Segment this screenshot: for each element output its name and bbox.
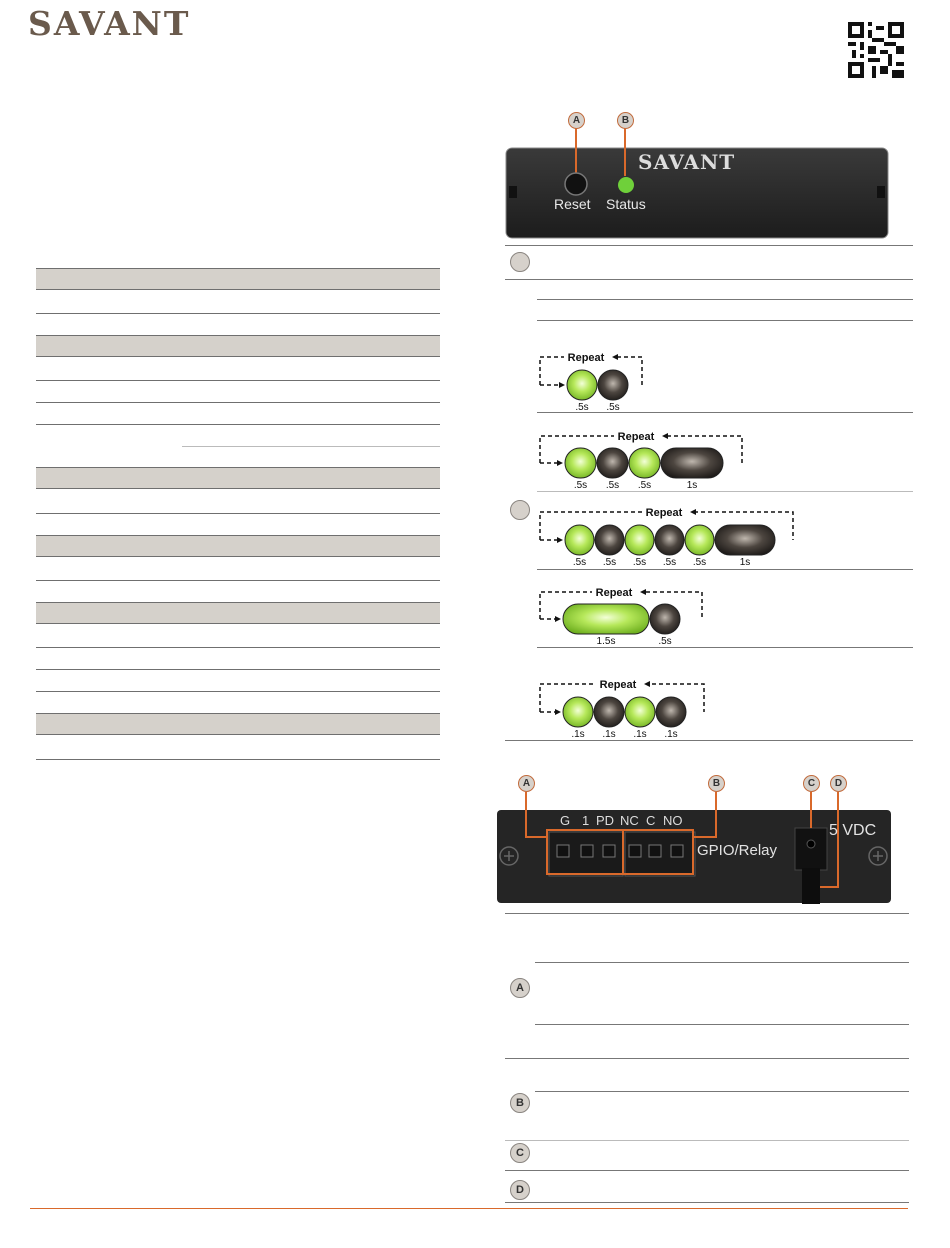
- duration-label: .5s: [606, 402, 620, 413]
- duration-label: .1s: [633, 729, 647, 740]
- led-on: [685, 525, 714, 555]
- callout-a: A: [518, 775, 535, 792]
- legend-bubble-b: B: [510, 1093, 530, 1113]
- pin-label-no: NO: [663, 813, 683, 828]
- repeat-label: Repeat: [617, 431, 655, 443]
- arrow-icon: [555, 616, 561, 622]
- duration-label: .5s: [662, 557, 677, 568]
- legend-bubble-d: D: [510, 1180, 530, 1200]
- duration-label: .5s: [573, 480, 588, 491]
- pin-label-pd: PD: [596, 813, 615, 828]
- led-off: [598, 370, 628, 400]
- led-on: [563, 604, 649, 634]
- duration-label: .5s: [692, 557, 707, 568]
- duration-label: 1.5s: [596, 636, 616, 647]
- arrow-icon: [557, 460, 563, 466]
- duration-label: .5s: [575, 402, 589, 413]
- repeat-label: Repeat: [599, 679, 637, 691]
- duration-label: 1s: [686, 480, 698, 491]
- led-off: [656, 697, 686, 727]
- duration-label: .5s: [605, 480, 620, 491]
- pin-label-nc: NC: [620, 813, 639, 828]
- led-off: [595, 525, 624, 555]
- callout-b: B: [617, 112, 634, 129]
- led-off: [597, 448, 628, 478]
- led-on: [625, 525, 654, 555]
- status-label: Status: [606, 196, 646, 212]
- led-on: [629, 448, 660, 478]
- led-off: [655, 525, 684, 555]
- legend-bubble-c: C: [510, 1143, 530, 1163]
- pin-label-c: C: [646, 813, 656, 828]
- led-on: [565, 448, 596, 478]
- rear-panel-graphic: [497, 770, 892, 910]
- pin-label-1: 1: [582, 813, 590, 828]
- led-off: [661, 448, 723, 478]
- power-label: 5 VDC: [829, 822, 877, 839]
- duration-label: .1s: [602, 729, 616, 740]
- led-off: [594, 697, 624, 727]
- gpio-relay-label: GPIO/Relay: [697, 842, 778, 859]
- legend-bubble-a: A: [510, 978, 530, 998]
- repeat-label: Repeat: [595, 587, 633, 599]
- led-off: [715, 525, 775, 555]
- duration-label: .5s: [632, 557, 647, 568]
- duration-label: .1s: [571, 729, 585, 740]
- callout-d: D: [830, 775, 847, 792]
- panel-logo: SAVANT: [638, 150, 736, 174]
- rear-panel-figure: [497, 770, 892, 910]
- repeat-label: Repeat: [567, 352, 605, 364]
- footer-rule: [30, 1208, 908, 1209]
- led-off: [650, 604, 680, 634]
- callout-c: C: [803, 775, 820, 792]
- duration-label: 1s: [739, 557, 751, 568]
- repeat-label: Repeat: [645, 507, 683, 519]
- led-on: [563, 697, 593, 727]
- duration-label: .1s: [664, 729, 678, 740]
- pin-label-g: G: [560, 813, 571, 828]
- callout-b: B: [708, 775, 725, 792]
- duration-label: .5s: [637, 480, 652, 491]
- duration-label: .5s: [602, 557, 617, 568]
- callout-a: A: [568, 112, 585, 129]
- savant-logo: SAVANT: [28, 4, 191, 43]
- duration-label: .5s: [572, 557, 587, 568]
- arrow-icon: [559, 382, 565, 388]
- duration-label: .5s: [658, 636, 672, 647]
- arrow-icon: [557, 537, 563, 543]
- reset-label: Reset: [554, 196, 591, 212]
- led-on: [565, 525, 594, 555]
- led-on: [567, 370, 597, 400]
- arrow-icon: [555, 709, 561, 715]
- led-on: [625, 697, 655, 727]
